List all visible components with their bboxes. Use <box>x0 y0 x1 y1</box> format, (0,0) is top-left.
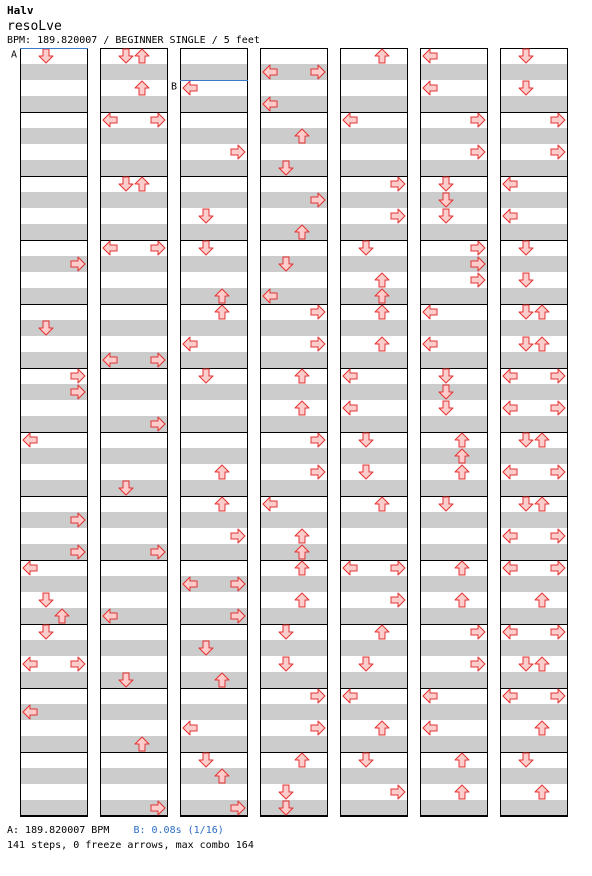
beat-stripe <box>180 544 248 560</box>
beat-stripe <box>420 160 488 176</box>
beat-stripe <box>260 576 328 592</box>
beat-stripe <box>20 672 88 688</box>
beat-stripe <box>260 480 328 496</box>
beat-stripe <box>420 512 488 528</box>
beat-stripe <box>420 640 488 656</box>
beat-stripe <box>260 320 328 336</box>
chart-column <box>260 48 328 817</box>
beat-stripe <box>420 800 488 816</box>
beat-stripe <box>180 224 248 240</box>
beat-stripe <box>180 128 248 144</box>
beat-stripe <box>100 736 168 752</box>
beat-stripe <box>180 288 248 304</box>
stop-legend: B: 0.08s (1/16) <box>133 825 224 836</box>
beat-stripe <box>340 704 408 720</box>
beat-stripe <box>180 384 248 400</box>
beat-stripe <box>180 416 248 432</box>
beat-stripe <box>500 576 568 592</box>
beat-stripe <box>20 480 88 496</box>
beat-stripe <box>420 736 488 752</box>
beat-stripe <box>100 256 168 272</box>
beat-stripe <box>420 608 488 624</box>
beat-stripe <box>100 160 168 176</box>
beat-stripe <box>20 64 88 80</box>
beat-stripe <box>500 512 568 528</box>
beat-stripe <box>340 128 408 144</box>
beat-stripe <box>100 96 168 112</box>
beat-stripe <box>500 736 568 752</box>
beat-stripe <box>260 704 328 720</box>
beat-stripe <box>100 576 168 592</box>
beat-stripe <box>100 480 168 496</box>
beat-stripe <box>180 640 248 656</box>
beat-stripe <box>100 192 168 208</box>
beat-stripe <box>500 384 568 400</box>
beat-stripe <box>20 192 88 208</box>
chart-column <box>20 48 88 817</box>
beat-stripe <box>180 64 248 80</box>
beat-stripe <box>180 256 248 272</box>
beat-stripe <box>420 288 488 304</box>
beat-stripe <box>180 736 248 752</box>
beat-stripe <box>20 448 88 464</box>
beat-stripe <box>420 544 488 560</box>
beat-stripe <box>20 768 88 784</box>
beat-stripe <box>100 640 168 656</box>
beat-stripe <box>500 544 568 560</box>
beat-stripe <box>100 448 168 464</box>
beat-stripe <box>340 480 408 496</box>
beat-stripe <box>180 96 248 112</box>
beat-stripe <box>420 768 488 784</box>
chart-info: BPM: 189.820007 / BEGINNER SINGLE / 5 feet <box>7 35 260 46</box>
beat-stripe <box>180 448 248 464</box>
chart-column <box>500 48 568 817</box>
beat-stripe <box>180 704 248 720</box>
beat-stripe <box>500 224 568 240</box>
beat-stripe <box>260 640 328 656</box>
beat-stripe <box>20 736 88 752</box>
beat-stripe <box>100 224 168 240</box>
beat-stripe <box>420 448 488 464</box>
beat-stripe <box>340 448 408 464</box>
chart-column <box>420 48 488 817</box>
song-title: resoLve <box>7 19 62 34</box>
beat-stripe <box>420 224 488 240</box>
beat-stripe <box>340 160 408 176</box>
beat-stripe <box>500 128 568 144</box>
chart-column <box>100 48 168 817</box>
beat-stripe <box>260 256 328 272</box>
beat-stripe <box>500 320 568 336</box>
beat-stripe <box>340 640 408 656</box>
beat-stripe <box>500 640 568 656</box>
beat-stripe <box>260 384 328 400</box>
beat-stripe <box>500 160 568 176</box>
beat-stripe <box>420 384 488 400</box>
beat-stripe <box>500 800 568 816</box>
beat-stripe <box>420 672 488 688</box>
beat-stripe <box>100 704 168 720</box>
beat-stripe <box>260 128 328 144</box>
beat-stripe <box>340 576 408 592</box>
beat-stripe <box>420 96 488 112</box>
beat-stripe <box>500 768 568 784</box>
beat-stripe <box>180 768 248 784</box>
beat-stripe <box>420 704 488 720</box>
beat-stripe <box>260 608 328 624</box>
beat-stripe <box>20 640 88 656</box>
timing-legend <box>7 825 224 836</box>
beat-stripe <box>260 352 328 368</box>
beat-stripe <box>20 320 88 336</box>
beat-stripe <box>340 768 408 784</box>
beat-stripe <box>500 672 568 688</box>
beat-stripe <box>500 416 568 432</box>
beat-stripe <box>100 512 168 528</box>
beat-stripe <box>500 96 568 112</box>
beat-stripe <box>500 448 568 464</box>
beat-stripe <box>20 608 88 624</box>
beat-stripe <box>180 320 248 336</box>
beat-stripe <box>20 96 88 112</box>
bpm-legend: A: 189.820007 BPM <box>7 825 110 836</box>
beat-stripe <box>340 256 408 272</box>
beat-stripe <box>500 352 568 368</box>
beat-stripe <box>180 192 248 208</box>
beat-stripe <box>420 416 488 432</box>
beat-stripe <box>340 192 408 208</box>
beat-stripe <box>260 512 328 528</box>
beat-stripe <box>260 224 328 240</box>
chart-column <box>340 48 408 817</box>
beat-stripe <box>340 224 408 240</box>
beat-stripe <box>340 352 408 368</box>
beat-stripe <box>500 192 568 208</box>
beat-stripe <box>260 160 328 176</box>
beat-stripe <box>340 384 408 400</box>
beat-stripe <box>340 416 408 432</box>
beat-stripe <box>20 224 88 240</box>
beat-stripe <box>500 288 568 304</box>
beat-stripe <box>100 128 168 144</box>
beat-stripe <box>420 352 488 368</box>
beat-stripe <box>340 512 408 528</box>
beat-stripe <box>180 480 248 496</box>
beat-stripe <box>100 384 168 400</box>
beat-stripe <box>340 800 408 816</box>
beat-stripe <box>500 256 568 272</box>
beat-stripe <box>260 544 328 560</box>
timing-marker-label: B <box>171 81 178 93</box>
beat-stripe <box>100 768 168 784</box>
beat-stripe <box>340 320 408 336</box>
beat-stripe <box>420 480 488 496</box>
beat-stripe <box>20 352 88 368</box>
beat-stripe <box>420 192 488 208</box>
step-stats: 141 steps, 0 freeze arrows, max combo 164 <box>7 840 254 851</box>
beat-stripe <box>20 160 88 176</box>
timing-marker-label: A <box>11 49 18 61</box>
beat-stripe <box>500 480 568 496</box>
beat-stripe <box>20 800 88 816</box>
song-artist: Halv <box>7 4 34 17</box>
beat-stripe <box>260 672 328 688</box>
beat-stripe <box>420 576 488 592</box>
beat-stripe <box>340 736 408 752</box>
beat-stripe <box>20 576 88 592</box>
beat-stripe <box>20 416 88 432</box>
beat-stripe <box>100 288 168 304</box>
beat-stripe <box>20 288 88 304</box>
beat-stripe <box>420 320 488 336</box>
beat-stripe <box>180 352 248 368</box>
beat-stripe <box>260 736 328 752</box>
beat-stripe <box>340 544 408 560</box>
beat-stripe <box>260 416 328 432</box>
beat-stripe <box>420 128 488 144</box>
beat-stripe <box>340 64 408 80</box>
beat-stripe <box>500 608 568 624</box>
beat-stripe <box>340 288 408 304</box>
beat-stripe <box>20 128 88 144</box>
chart-column <box>180 48 248 817</box>
beat-stripe <box>260 448 328 464</box>
beat-stripe <box>340 608 408 624</box>
beat-stripe <box>340 672 408 688</box>
beat-stripe <box>260 768 328 784</box>
beat-stripe <box>180 672 248 688</box>
beat-stripe <box>340 96 408 112</box>
beat-stripe <box>100 64 168 80</box>
beat-stripe <box>100 672 168 688</box>
beat-stripe <box>260 800 328 816</box>
beat-stripe <box>100 320 168 336</box>
beat-stripe <box>500 64 568 80</box>
beat-stripe <box>420 64 488 80</box>
beat-stripe <box>180 512 248 528</box>
beat-stripe <box>180 160 248 176</box>
beat-stripe <box>500 704 568 720</box>
